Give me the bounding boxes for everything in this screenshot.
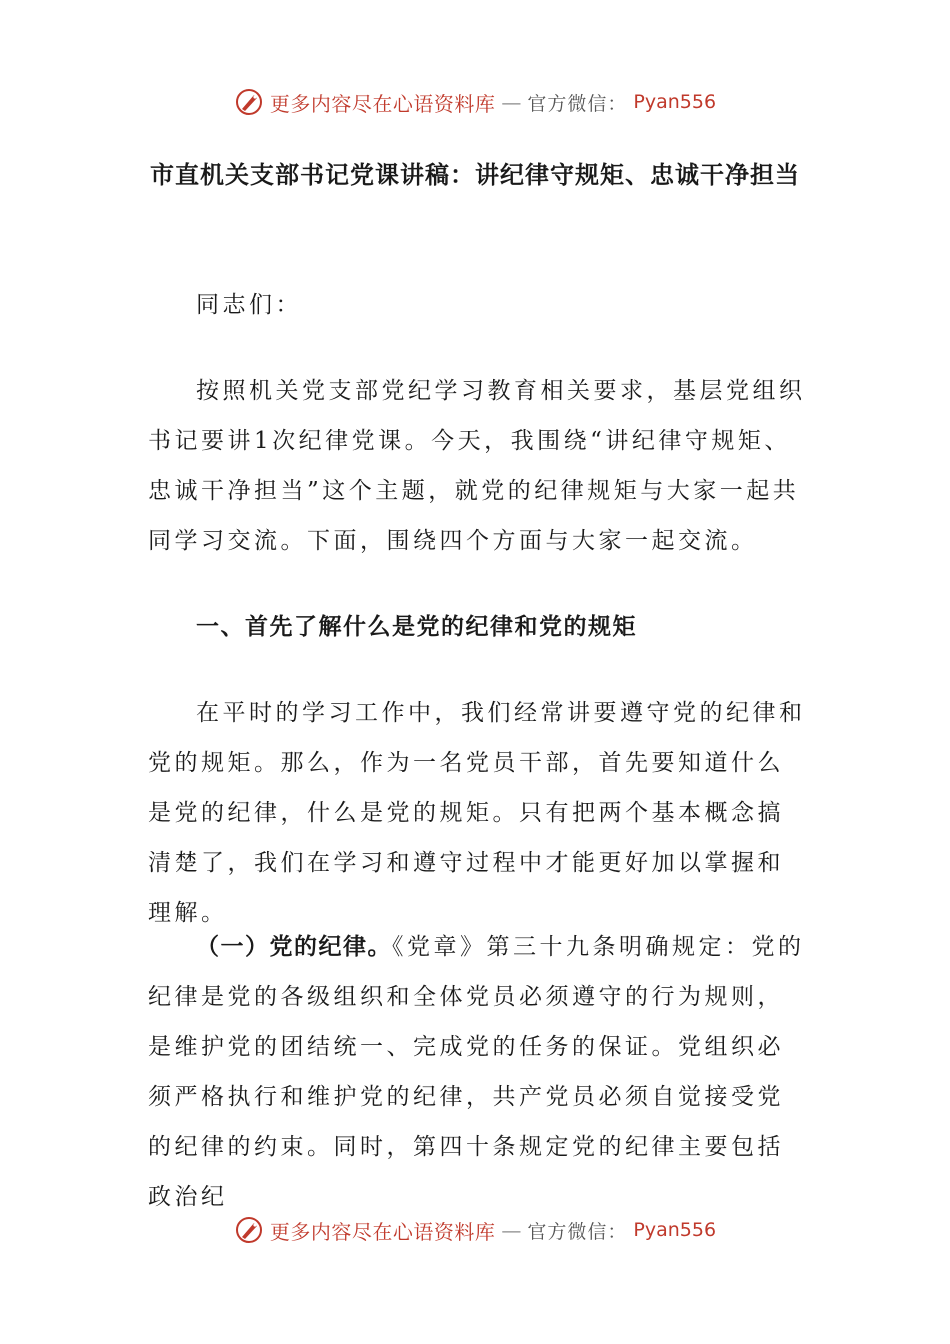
watermark-wechat-id: Pyan556 [633, 1219, 717, 1241]
paragraph-party-discipline [148, 922, 808, 1222]
paragraph-party-discipline-body: 《党章》第三十九条明确规定：党的纪律是党的各级组织和全体党员必须遵守的行为规则，是维护党的团结统一、完成党的任务的保证。党组织必须严格执行和维护党的纪律，共产党员必须自觉接受党的纪律的约束。同时，第四十条规定党的纪律主要包括政治纪 [148, 934, 805, 1210]
watermark-dash: — [501, 1218, 522, 1242]
watermark-banner-top [0, 82, 950, 122]
subheading-party-discipline: （一）党的纪律。 [196, 934, 392, 960]
pen-nib-logo-icon [234, 1215, 264, 1245]
paragraph-section-1: 在平时的学习工作中，我们经常讲要遵守党的纪律和党的规矩。那么，作为一名党员干部，首先要知道什么是党的纪律，什么是党的规矩。只有把两个基本概念搞清楚了，我们在学习和遵守过程中才能更好加以掌握和理解。 [148, 700, 806, 926]
section-heading-1: 一、首先了解什么是党的纪律和党的规矩 [196, 614, 637, 640]
paragraph-intro: 按照机关党支部党纪学习教育相关要求，基层党组织书记要讲1次纪律党课。今天，我围绕“讲纪律守规矩、忠诚干净担当”这个主题，就党的纪律规矩与大家一起共同学习交流。下面，围绕四个方面与大家一起交流。 [148, 378, 806, 554]
watermark-dash: — [501, 90, 522, 114]
watermark-brand: 更多内容尽在心语资料库 [269, 91, 496, 116]
salutation: 同志们： [196, 292, 302, 318]
watermark-brand: 更多内容尽在心语资料库 [269, 1219, 496, 1244]
pen-nib-logo-icon [234, 87, 264, 117]
watermark-wechat-label: 官方微信： [527, 92, 628, 115]
document-title: 市直机关支部书记党课讲稿：讲纪律守规矩、忠诚干净担当 [150, 161, 800, 189]
watermark-wechat-label: 官方微信： [527, 1220, 628, 1243]
watermark-banner-bottom [0, 1210, 950, 1250]
watermark-wechat-id: Pyan556 [633, 91, 717, 113]
